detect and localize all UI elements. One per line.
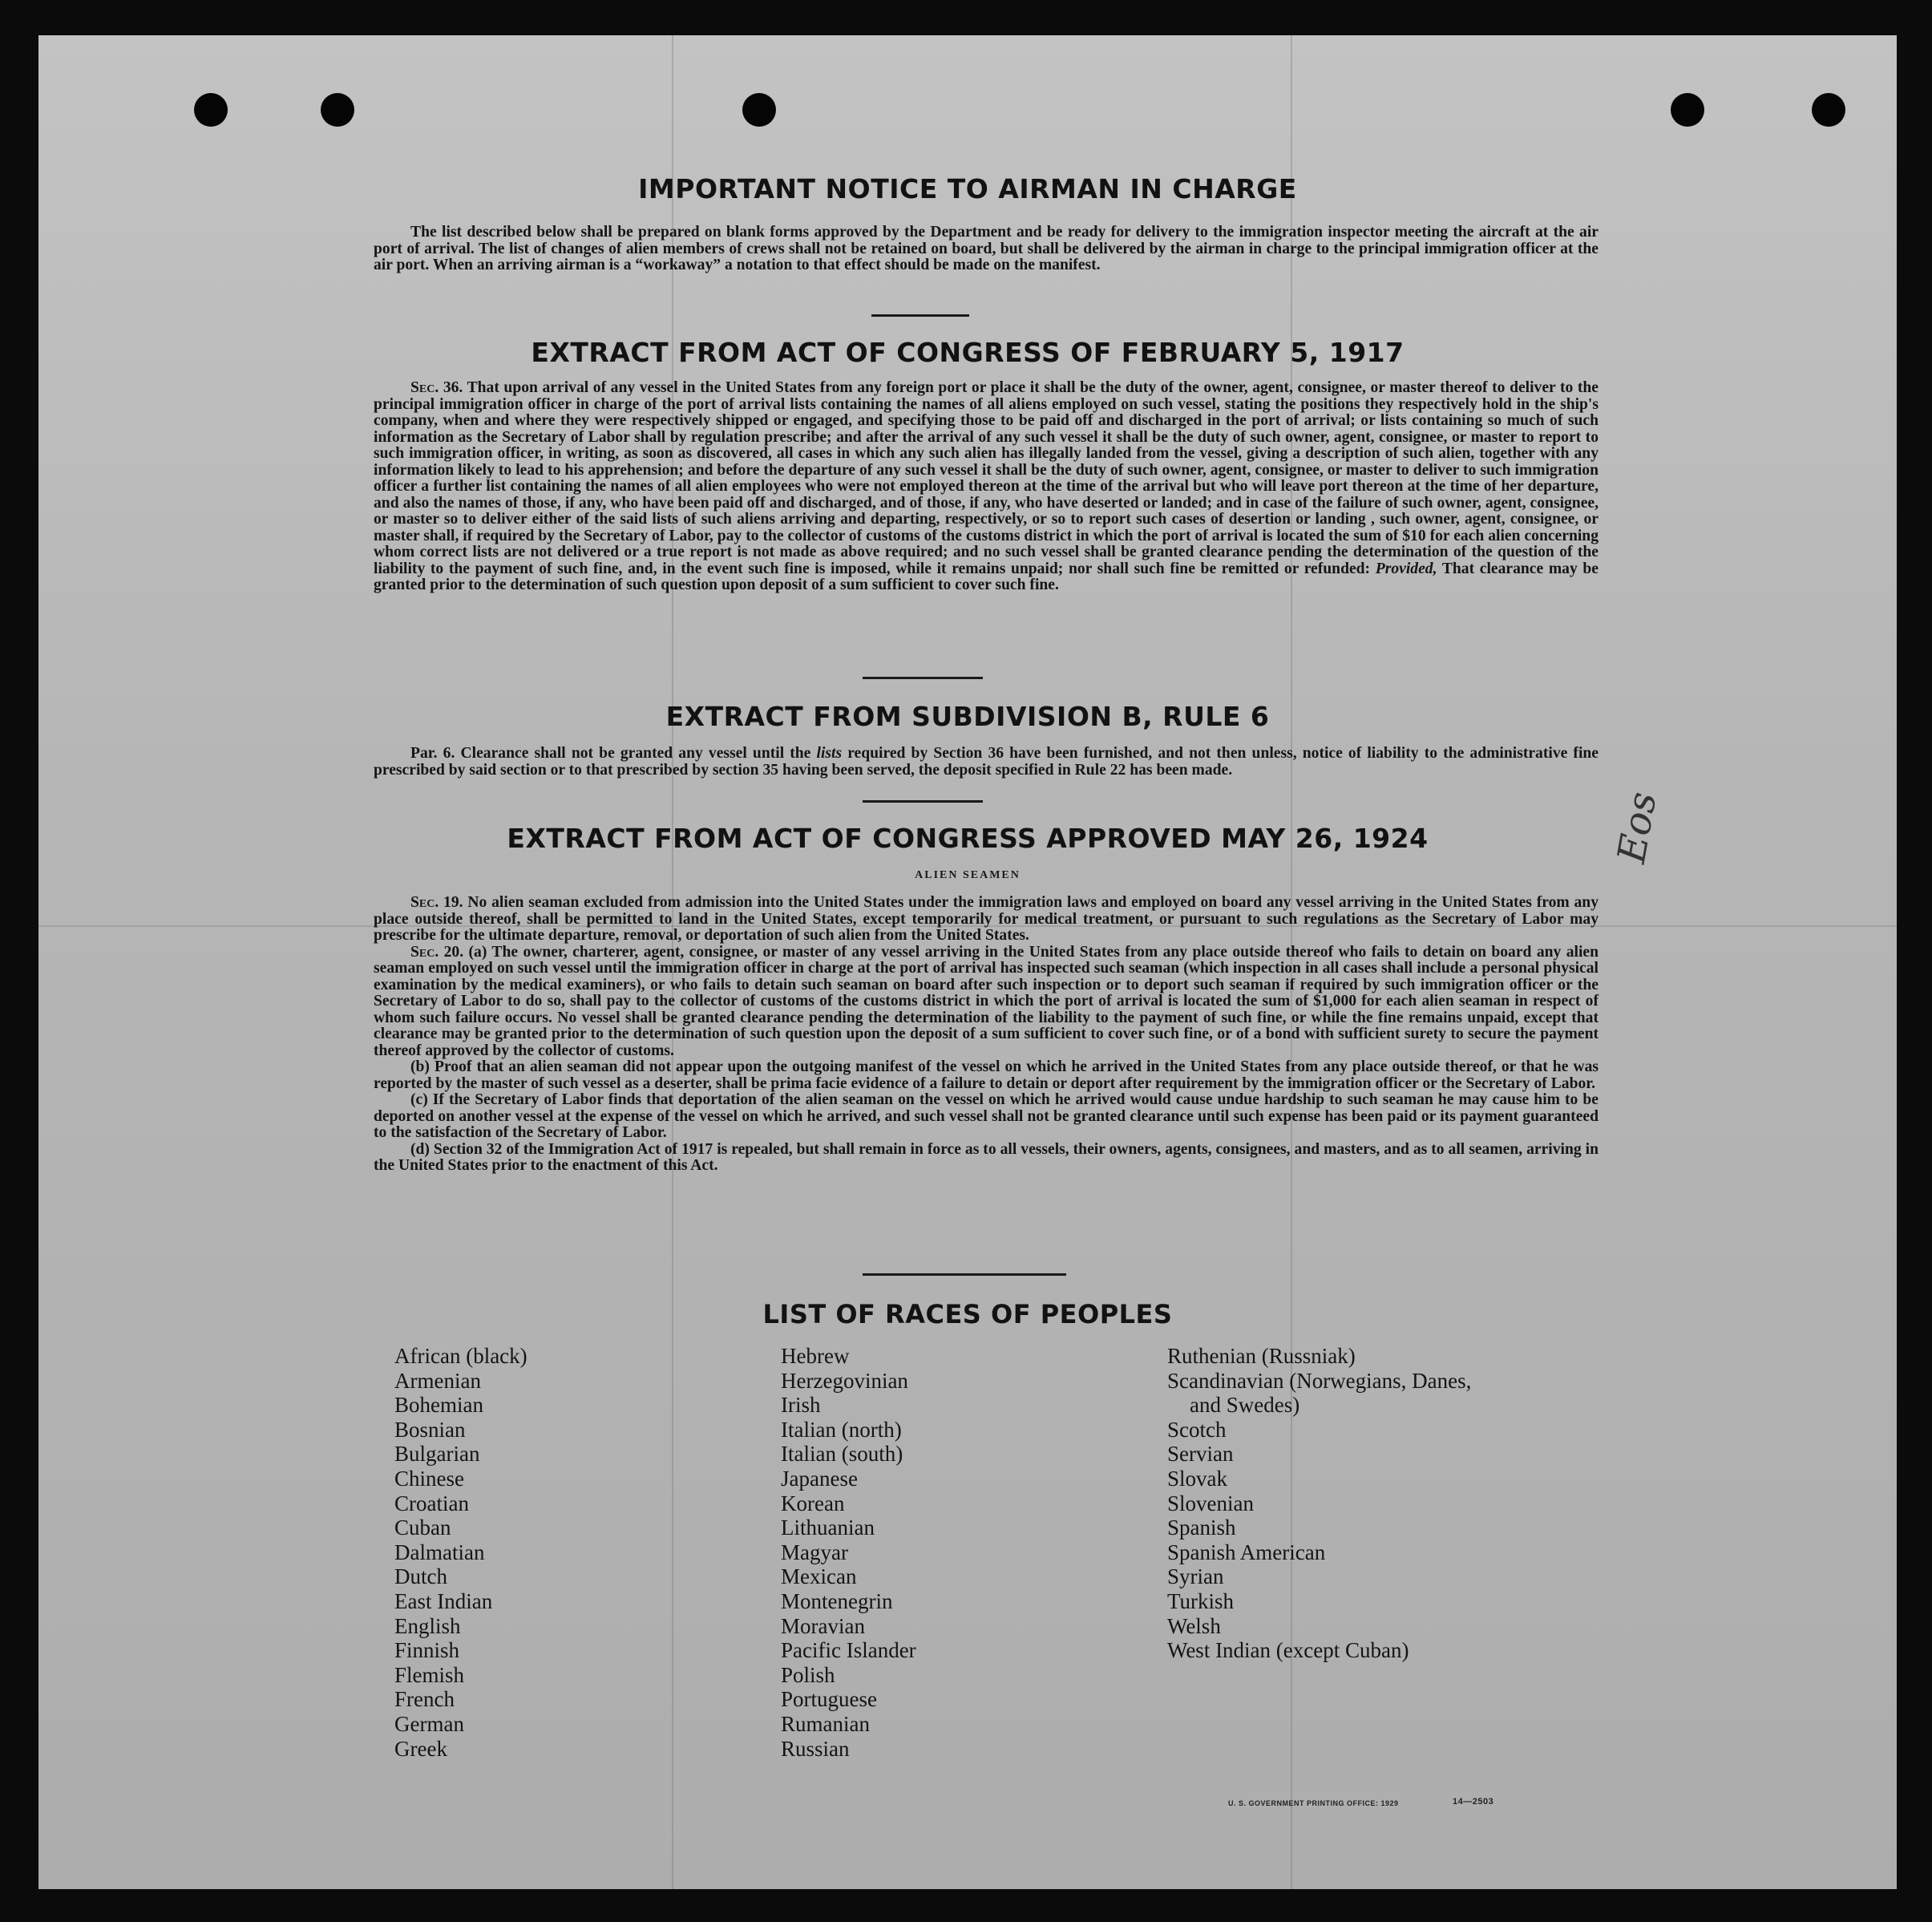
race-item: and Swedes) xyxy=(1190,1393,1300,1418)
race-item: Turkish xyxy=(1167,1588,1235,1613)
race-item: West Indian (except Cuban) xyxy=(1167,1638,1409,1663)
sec20b-paragraph: (b) Proof that an alien seaman did not appear upon the outgoing manifest of the vessel on which he arrived in the United States from any place outside thereof, or that he was reported by the master of such vessel as a deserter, shall be prima facie evidence of a failure to detain or deport after requirement by the immigration officer or the Secretary of Labor. xyxy=(374,1058,1599,1092)
rule6-paragraph xyxy=(374,746,1599,779)
section-divider xyxy=(871,314,969,317)
race-item: Hebrew xyxy=(781,1344,850,1368)
provided-word: Provided, xyxy=(1375,560,1437,577)
race-item: Flemish xyxy=(394,1662,465,1687)
race-item: Pacific Islander xyxy=(781,1638,916,1663)
race-item: Scandinavian (Norwegians, Danes, xyxy=(1167,1368,1472,1393)
rule6-text-b: required by Section 36 have been furnished, and not then unless, notice of liability to the administrative fine prescribed by said section or to that prescribed by section 35 having been served, the deposit specified in Rule 22 has been made. xyxy=(374,745,1599,779)
section-divider xyxy=(863,677,983,679)
race-item: Bulgarian xyxy=(394,1442,480,1467)
race-item: Bohemian xyxy=(394,1393,483,1418)
race-item: Portuguese xyxy=(781,1687,877,1712)
notice-paragraph: The list described below shall be prepared on blank forms approved by the Department and be ready for delivery to the immigration inspector meeting the aircraft at the air port of arrival. The list of changes of alien members of crews shall not be retained on board, but shall be delivered by the airman in charge to the principal immigration officer at the air port. When an arriving airman is a “workaway” a notation to that effect should be made on the manifest. xyxy=(374,224,1599,273)
sec36-text-a: That upon arrival of any vessel in the United States from any foreign port or place it shall be the duty of the owner, agent, consignee, or master thereof to deliver to the principal immigration officer in charge of the port of arrival lists containing the names of all aliens employed on such vessel, stating the positions they respectively hold in the ship's company, when and where they were respectively shipped or engaged, and specifying those to be paid off and discharged in the port of arrival; or lists containing so much of such information as the Secretary of Labor shall by regulation prescribe; and after the arrival of any such vessel it shall be the duty of such owner, agent, consignee, or master to report to such immigration officer, in writing, as soon as discovered, all cases in which any such alien has illegally landed from the vessel, giving a description of such alien, together with any information likely to lead to his apprehension; and before the departure of any such vessel it shall be the duty of such owner, agent, consignee, or master to deliver to such immigration officer a further list containing the names of all alien employees who were not employed thereon at the time of the arrival but who will leave port thereon at the time of her departure, and also the names of those, if any, who have been paid off and discharged, and of those, if any, who have deserted or landed; and in case of the failure of such owner, agent, consignee, or master so to deliver either of the said lists of such aliens arriving and departing, respectively, or so to report such cases of desertion or landing , such owner, agent, consignee, or master shall, if required by the Secretary of Labor, pay to the collector of customs of the customs district in which the port of arrival is located the sum of $10 for each alien concerning whom correct lists are not delivered or a true report is not made as above required; and no such vessel shall be granted clearance pending the determination of the question of the liability to the payment of such fine, and, in the event such fine is imposed, while it remains unpaid; nor shall such fine be remitted or refunded: xyxy=(374,379,1599,577)
sec36-text-b: That clearance may be granted prior to the determination of such question upon deposit of a sum sufficient to cover such fine. xyxy=(374,560,1599,593)
race-item: Spanish xyxy=(1167,1515,1236,1540)
margin-handwriting: Eos xyxy=(1609,788,1666,867)
sec19-label: Sec. 19. xyxy=(410,894,463,911)
race-item: Irish xyxy=(781,1393,821,1418)
race-item: Montenegrin xyxy=(781,1588,893,1613)
sec20a-text: (a) The owner, charterer, agent, consignee, or master of any vessel arriving in the United States from any place outside thereof who fails to detain on board any alien seaman employed on such vessel until the immigration officer in charge at the port of arrival has inspected such seaman (which inspection in all cases shall include a personal physical examination by the medical examiners), or who fails to detain such seaman on board after such inspection or to deport such seaman if required by such immigration officer or the Secretary of Labor to do so, shall pay to the collector of customs of the customs district in which the port of arrival is located the sum of $1,000 for each alien seaman in respect of whom such failure occurs. No vessel shall be granted clearance pending the determination of the liability to the payment of such fine, or while the fine remains unpaid, except that clearance may be granted prior to the determination of such question upon the deposit of a sum sufficient to cover such fine, or of a bond with sufficient surety to secure the payment thereof approved by the collector of customs. xyxy=(374,943,1599,1059)
notice-body xyxy=(374,225,1599,274)
printing-office-note: U. S. GOVERNMENT PRINTING OFFICE: 1929 xyxy=(1228,1799,1399,1807)
rule6-title: EXTRACT FROM SUBDIVISION B, RULE 6 xyxy=(665,701,1270,732)
race-item: Italian (north) xyxy=(781,1417,902,1442)
act1924-title: EXTRACT FROM ACT OF CONGRESS APPROVED MAY 26, 1924 xyxy=(507,823,1429,854)
race-item: Chinese xyxy=(394,1466,464,1491)
sec20a-paragraph xyxy=(374,945,1599,1060)
race-item: Cuban xyxy=(394,1515,451,1540)
races-column-3 xyxy=(1167,1344,1471,1663)
race-item: Dutch xyxy=(394,1564,447,1589)
race-item: East Indian xyxy=(394,1588,493,1613)
race-item: Scotch xyxy=(1167,1417,1227,1442)
races-title: LIST OF RACES OF PEOPLES xyxy=(762,1299,1173,1329)
race-item: Armenian xyxy=(394,1368,481,1393)
race-item: Herzegovinian xyxy=(781,1368,908,1393)
race-item: Slovenian xyxy=(1167,1491,1254,1515)
race-item: Japanese xyxy=(781,1466,858,1491)
race-item: French xyxy=(394,1687,455,1712)
race-item: African (black) xyxy=(394,1344,527,1368)
race-item: Servian xyxy=(1167,1442,1234,1467)
race-item: Finnish xyxy=(394,1638,460,1663)
race-item: Mexican xyxy=(781,1564,857,1589)
race-item: English xyxy=(394,1613,461,1638)
document-content xyxy=(38,35,1897,1889)
section-divider xyxy=(863,800,983,803)
race-item: Korean xyxy=(781,1491,845,1515)
section-divider xyxy=(863,1273,1066,1276)
alien-seamen-subtitle: ALIEN SEAMEN xyxy=(915,869,1021,881)
notice-title: IMPORTANT NOTICE TO AIRMAN IN CHARGE xyxy=(638,173,1297,204)
race-item: Russian xyxy=(781,1736,850,1761)
race-item: Welsh xyxy=(1167,1613,1221,1638)
sec19-paragraph xyxy=(374,895,1599,945)
race-item: Polish xyxy=(781,1662,835,1687)
act1924-body xyxy=(374,895,1599,1175)
form-number: 14—2503 xyxy=(1453,1797,1494,1807)
race-item: Spanish American xyxy=(1167,1540,1326,1564)
rule6-text-a: Clearance shall not be granted any vessel until the xyxy=(460,745,811,762)
race-item: Rumanian xyxy=(781,1711,870,1736)
sec20d-paragraph: (d) Section 32 of the Immigration Act of 1917 is repealed, but shall remain in force as to all vessels, their owners, agents, consignees, and masters, and as to all seamen, arriving in the United States prior to the enactment of this Act. xyxy=(374,1140,1599,1174)
lists-word: lists xyxy=(816,745,843,762)
race-item: Lithuanian xyxy=(781,1515,875,1540)
document-page xyxy=(38,35,1897,1889)
sec20-label: Sec. 20. xyxy=(410,943,464,961)
races-column-2 xyxy=(781,1344,916,1761)
race-item: Ruthenian (Russniak) xyxy=(1167,1344,1356,1368)
races-column-1 xyxy=(394,1344,527,1761)
race-item: Croatian xyxy=(394,1491,469,1515)
race-item: Bosnian xyxy=(394,1417,466,1442)
rule6-body xyxy=(374,746,1599,779)
act1917-title: EXTRACT FROM ACT OF CONGRESS OF FEBRUARY 5, 1917 xyxy=(531,337,1405,368)
race-item: German xyxy=(394,1711,464,1736)
sec20c-paragraph: (c) If the Secretary of Labor finds that deportation of the alien seaman on the vessel on which he arrived would cause undue hardship to such seaman he may cause him to be deported on another vessel at the expense of the vessel on which he arrived, and such vessel shall not be granted clearance until such expense has been paid or its payment guaranteed to the satisfaction of the Secretary of Labor. xyxy=(374,1091,1599,1141)
race-item: Slovak xyxy=(1167,1466,1228,1491)
race-item: Syrian xyxy=(1167,1564,1224,1589)
sec36-paragraph xyxy=(374,380,1599,594)
race-item: Greek xyxy=(394,1736,447,1761)
race-item: Dalmatian xyxy=(394,1540,485,1564)
act1917-body xyxy=(374,380,1599,594)
race-item: Moravian xyxy=(781,1613,865,1638)
sec36-label: Sec. 36. xyxy=(410,379,463,396)
par6-label: Par. 6. xyxy=(410,745,455,762)
race-item: Italian (south) xyxy=(781,1442,903,1467)
sec19-text: No alien seaman excluded from admission into the United States under the immigration laws and employed on board any vessel arriving in the United States from any place outside thereof, shall be permitted to land in the United States, except temporarily for medical treatment, or pursuant to such regulations as the Secretary of Labor may prescribe for the ultimate departure, removal, or deportation of such alien from the United States. xyxy=(374,894,1599,944)
race-item: Magyar xyxy=(781,1540,848,1564)
